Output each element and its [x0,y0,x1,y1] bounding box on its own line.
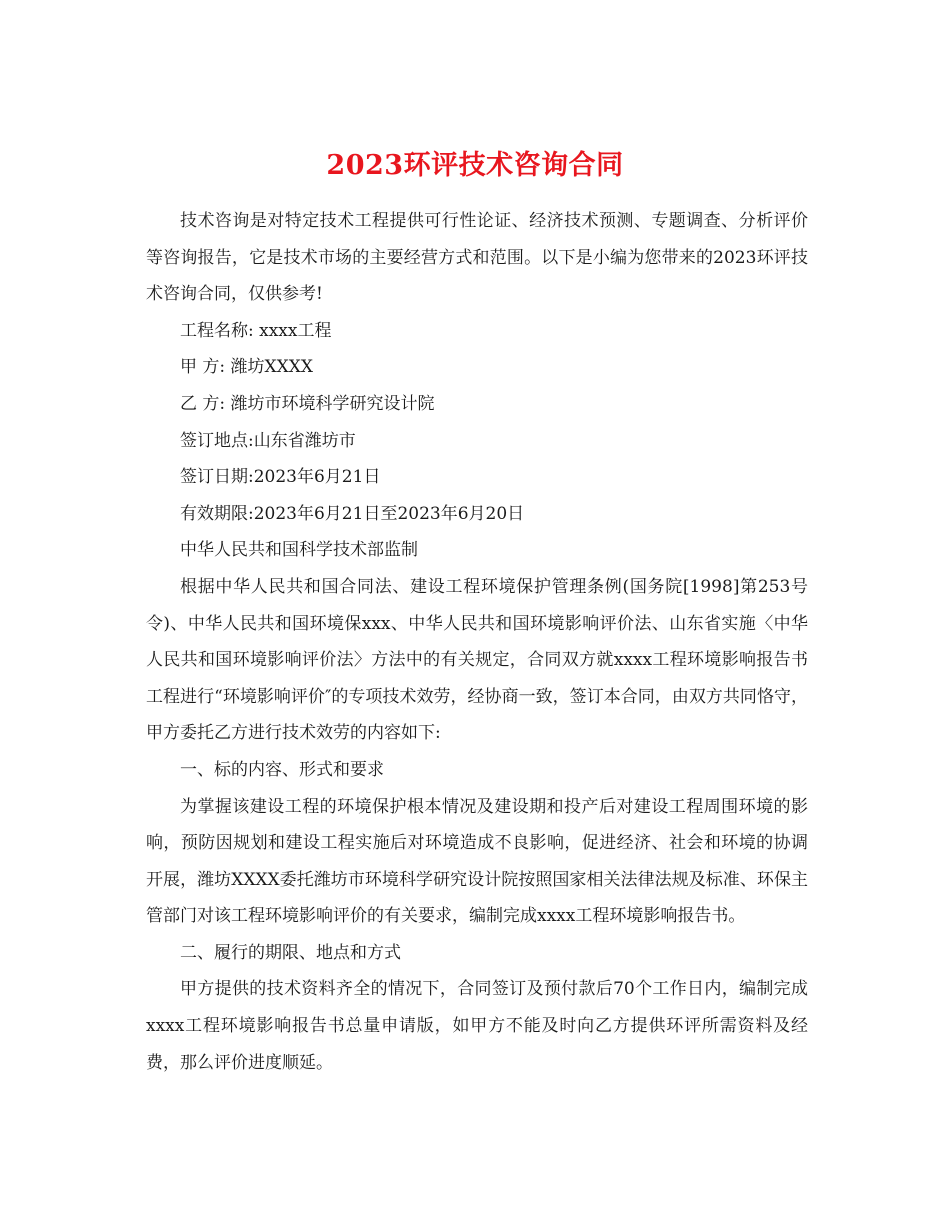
supervisor-line: 中华人民共和国科学技术部监制 [180,540,418,561]
section-heading-2: 二、履行的期限、地点和方式 [180,942,401,963]
legal-basis-paragraph: 根据中华人民共和国合同法、建设工程环境保护管理条例(国务院[1998]第253号令)、中华人民共和国环境保xxx、中华人民共和国环境影响评价法、山东省实施〈中华人民共和国环境影响评价法〉方法中的有关规定，合同双方就xxxx工程环境影响报告书工程进行“环境影响评价″的专项技术效劳，经协商一致，签订本合同，由双方共同恪守，甲方委托乙方进行技术效劳的内容如下: [146,576,808,744]
document-title: 2023环评技术咨询合同 [326,150,624,182]
signing-place-line: 签订地点:山东省潍坊市 [180,430,356,451]
section-heading-1: 一、标的内容、形式和要求 [180,759,384,780]
signing-date-line: 签订日期:2023年6月21日 [180,467,381,488]
project-name-line: 工程名称: xxxx工程 [180,320,332,341]
section-1-paragraph: 为掌握该建设工程的环境保护根本情况及建设期和投产后对建设工程周围环境的影响，预防因规划和建设工程实施后对环境造成不良影响，促进经济、社会和环境的协调开展，潍坊XXXX委托潍坊市环境科学研究设计院按照国家相关法律法规及标准、环保主管部门对该工程环境影响评价的有关要求，编制完成xxxx工程环境影响报告书。 [146,796,808,927]
intro-paragraph: 技术咨询是对特定技术工程提供可行性论证、经济技术预测、专题调查、分析评价等咨询报告，它是技术市场的主要经营方式和范围。以下是小编为您带来的2023环评技术咨询合同，仅供参考! [146,211,808,305]
section-2-paragraph: 甲方提供的技术资料齐全的情况下，合同签订及预付款后70个工作日内，编制完成xxxx工程环境影响报告书总量申请版，如甲方不能及时向乙方提供环评所需资料及经费，那么评价进度顺延。 [146,979,808,1073]
party-a-line: 甲 方: 潍坊XXXX [180,357,313,378]
document-body [146,203,808,1081]
validity-period-line: 有效期限:2023年6月21日至2023年6月20日 [180,503,525,524]
party-b-line: 乙 方: 潍坊市环境科学研究设计院 [180,393,435,414]
